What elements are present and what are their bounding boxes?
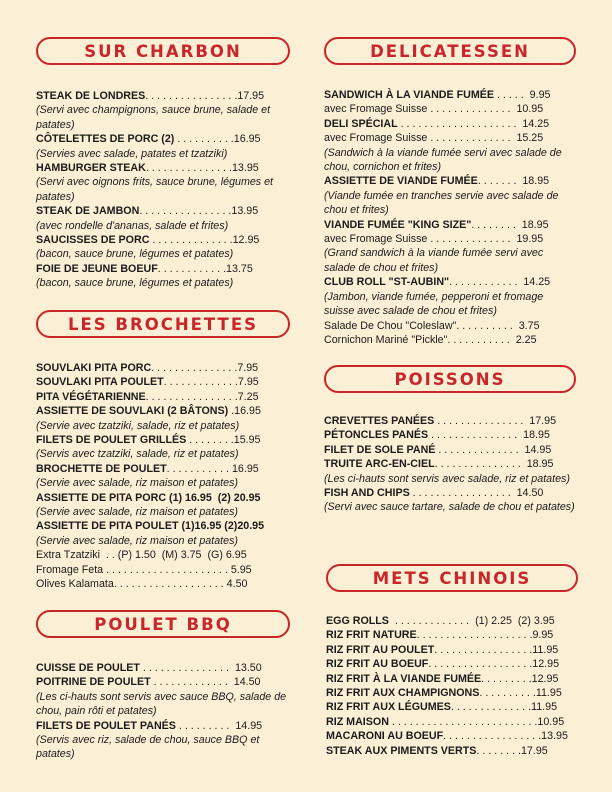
dot-leader: . . . . . . . . . . . . . . . . . . . .	[416, 629, 533, 642]
dot-leader: . . . . . . . . . . . . . . . . . . . .	[397, 117, 517, 130]
item-name: FILETS DE POULET GRILLÉS	[36, 434, 187, 447]
item-name: SOUVLAKI PITA PORC	[36, 362, 152, 374]
dot-leader: . . . . . . . . . . . . .	[163, 376, 238, 389]
item-description: (Les ci-hauts sont servis avec salade, riz et patates)	[324, 472, 570, 485]
item-name: DELI SPÉCIAL	[324, 117, 398, 130]
dot-leader: . . . . . . . . . .	[479, 687, 536, 700]
item-price: 7.95	[237, 376, 259, 389]
item-name: FOIE DE JEUNE BOEUF	[36, 262, 158, 275]
menu-item	[324, 333, 576, 347]
item-name: FILETS DE POULET PANÉS	[36, 719, 176, 732]
dot-leader: . . . . . . . . . . . . . . .	[428, 429, 518, 442]
item-price: 7.25	[237, 390, 259, 403]
item-name: FILET DE SOLE PANÉ	[324, 443, 436, 456]
dot-leader: . . . . . . . .	[186, 434, 234, 447]
item-price: 14.25	[516, 117, 550, 130]
menu-item	[326, 672, 578, 686]
menu-list-mets-chinois	[326, 614, 578, 758]
item-name: MACARONI AU BOEUF	[326, 730, 444, 743]
item-name: Salade De Chou "Coleslaw"	[324, 319, 457, 332]
item-name: CLUB ROLL "ST-AUBIN"	[324, 276, 450, 289]
item-name: SAUCISSES DE PORC	[36, 234, 150, 247]
item-name: ASSIETTE DE VIANDE FUMÉE	[324, 175, 478, 188]
menu-item	[36, 161, 290, 175]
item-description: (Servi avec champignons, sauce brune, salade et patates)	[36, 104, 271, 131]
menu-item	[326, 643, 578, 657]
dot-leader: . . . . . . . .	[471, 218, 516, 231]
item-name: avec Fromage Suisse	[324, 103, 428, 116]
item-name: VIANDE FUMÉE "KING SIZE"	[324, 218, 472, 231]
item-name: EGG ROLLS	[326, 615, 389, 627]
dot-leader: . . . . . . . . . . . . . . . . . . .	[113, 578, 224, 591]
dot-leader: . . . . . . . . . . . . . . .	[434, 415, 524, 427]
item-description: (avec rondelle d'ananas, salade et frites)	[36, 219, 229, 232]
item-description: (bacon, sauce brune, légumes et patates)	[36, 277, 234, 290]
item-price: 18.95	[516, 175, 550, 188]
menu-item	[326, 715, 578, 729]
dot-leader: . . . . . . . . . . . . . .	[427, 233, 511, 246]
item-price: 19.95	[510, 233, 544, 246]
item-price: 12.95	[232, 234, 260, 247]
dot-leader: . . . . . . . . . . . . .	[388, 615, 470, 627]
dot-leader: . . . . . . . . . . . . . . . . . . . . .	[103, 563, 228, 576]
menu-item	[36, 89, 290, 103]
item-name: Extra Tzatziki . . (P) 1.50 (M) 3.75 (G) 6.95	[36, 549, 247, 562]
menu-item	[326, 657, 578, 671]
item-description: (Sandwich à la viande fumée servi avec salade de chou, cornichon et frites)	[324, 146, 562, 174]
item-price: 12.95	[531, 672, 559, 685]
menu-item	[324, 232, 576, 246]
menu-item	[324, 117, 576, 131]
item-price: 12.95	[532, 658, 560, 671]
menu-item	[36, 404, 290, 418]
item-name: SOUVLAKI PITA POULET	[36, 376, 164, 389]
item-price: 14.95	[229, 719, 263, 732]
item-price: 18.95	[520, 458, 554, 471]
menu-item	[326, 628, 578, 642]
item-price: 17.95	[523, 415, 557, 427]
item-description: (Servie avec tzatziki, salade, riz et patates)	[36, 419, 240, 432]
item-price: 13.95	[541, 730, 568, 743]
menu-item	[36, 675, 290, 689]
menu-item	[36, 548, 290, 562]
item-name: avec Fromage Suisse	[324, 132, 428, 145]
item-name: RIZ FRIT AUX CHAMPIGNONS	[326, 687, 480, 700]
item-price: 2.25	[509, 333, 537, 346]
menu-item	[324, 174, 576, 188]
item-price: 13.95	[231, 205, 259, 218]
item-name: ASSIETTE DE PITA POULET (1)16.95 (2)20.95	[36, 520, 265, 533]
menu-item	[324, 414, 576, 428]
item-name: BROCHETTE DE POULET	[36, 462, 167, 475]
item-name: Olives Kalamata	[36, 578, 114, 591]
item-name: CUISSE DE POULET	[36, 662, 140, 674]
dot-leader: . . . . . . . . . . . . . .	[427, 132, 511, 145]
item-price: 11.95	[535, 687, 562, 700]
item-name: HAMBURGER STEAK	[36, 162, 146, 175]
item-description: (Servie avec salade, riz maison et patates)	[36, 477, 238, 490]
menu-item	[324, 319, 576, 333]
dot-leader: . . . . . . . . . . . . . . .	[434, 458, 521, 471]
item-price: 15.25	[510, 132, 544, 145]
menu-item	[324, 102, 576, 116]
item-price: 18.95	[515, 218, 549, 231]
item-description: (Servie avec salade, riz maison et patates)	[36, 534, 238, 547]
menu-item	[324, 131, 576, 145]
dot-leader: . . . . . . . . . . . . . . . . .	[409, 487, 511, 500]
section-header-poissons: POISSONS	[324, 365, 576, 393]
dot-leader: . . . . . . . . . . .	[166, 462, 229, 475]
item-price: 11.95	[532, 643, 559, 656]
section-header-les-brochettes: LES BROCHETTES	[36, 310, 290, 338]
item-name: Fromage Feta	[36, 563, 104, 576]
item-name: RIZ FRIT AUX LÉGUMES	[326, 701, 451, 714]
menu-item	[326, 686, 578, 700]
dot-leader: . . . . . . . . . . .	[447, 333, 510, 346]
dot-leader: . . . . . . . . . .	[174, 133, 234, 146]
item-description: (Les ci-hauts sont servis avec sauce BBQ, salade de chou, pain rôti et patates)	[36, 690, 287, 718]
menu-item	[324, 88, 576, 102]
dot-leader: . . . . . . . . . . . . . .	[427, 103, 511, 116]
item-name: ASSIETTE DE PITA PORC (1) 16.95 (2) 20.95	[36, 491, 261, 504]
menu-item	[36, 719, 290, 733]
item-price: 18.95	[517, 429, 550, 442]
section-header-mets-chinois: METS CHINOIS	[326, 564, 578, 592]
item-name: POITRINE DE POULET	[36, 676, 151, 689]
menu-item	[326, 700, 578, 714]
menu-item	[36, 433, 290, 447]
menu-item	[36, 375, 290, 389]
item-name: avec Fromage Suisse	[324, 233, 428, 246]
item-description: (Servis avec tzatziki, salade, riz et patates)	[36, 448, 239, 461]
item-price: 17.95	[237, 90, 265, 102]
item-price: 16.95	[229, 462, 259, 475]
item-name: RIZ FRIT À LA VIANDE FUMÉE	[326, 672, 482, 685]
dot-leader: . . . . . . . . . . . . . . .	[151, 362, 238, 374]
item-name: CÔTELETTES DE PORC (2)	[36, 133, 175, 146]
item-description: (Servie avec salade, riz maison et patates)	[36, 506, 238, 519]
item-description: (Jambon, viande fumée, pepperoni et fromage suisse avec salade de chou et frites)	[324, 290, 544, 318]
menu-item	[36, 519, 290, 533]
item-price: 10.95	[510, 103, 544, 116]
item-description: (Servies avec salade, patates et tzatziki)	[36, 147, 228, 160]
dot-leader: .	[228, 405, 235, 418]
dot-leader: . . . . .	[494, 89, 524, 101]
item-name: Cornichon Mariné "Pickle"	[324, 333, 448, 346]
menu-list-poissons	[324, 414, 576, 515]
item-price: 10.95	[537, 715, 565, 728]
menu-item	[326, 614, 578, 628]
menu-item	[324, 428, 576, 442]
menu-item	[36, 233, 290, 247]
item-price: 11.95	[531, 701, 558, 714]
menu-list-les-brochettes	[36, 361, 290, 592]
item-price: 14.50	[510, 487, 544, 500]
item-price: 13.95	[231, 162, 259, 175]
item-name: RIZ FRIT AU POULET	[326, 643, 435, 656]
menu-list-sur-charbon	[36, 89, 290, 291]
item-price: 14.95	[518, 443, 552, 456]
dot-leader: . . . . . . .	[477, 175, 517, 188]
item-price: 5.95	[227, 563, 252, 576]
menu-item	[36, 390, 290, 404]
item-description: (Servi avec oignons frits, sauce brune, légumes et patates)	[36, 176, 274, 203]
dot-leader: . . . . . . . . . . . . . . . . .	[443, 730, 542, 743]
item-name: ASSIETTE DE SOUVLAKI (2 BÂTONS)	[36, 405, 229, 418]
menu-item	[36, 577, 290, 591]
section-header-delicatessen: DELICATESSEN	[324, 37, 576, 65]
dot-leader: . . . . . . . . . . . . . . . .	[145, 390, 238, 403]
dot-leader: . . . . . . . . . . . . . . . . . .	[428, 658, 533, 671]
item-name: SANDWICH À LA VIANDE FUMÉE	[324, 89, 495, 101]
item-name: STEAK DE LONDRES	[36, 90, 146, 102]
menu-item	[326, 744, 578, 758]
menu-item	[36, 462, 290, 476]
item-description: (Viande fumée en tranches servie avec salade de chou et frites)	[324, 189, 559, 217]
dot-leader: . . . . . . . . . . . . . . .	[139, 662, 230, 674]
item-price: 7.95	[237, 362, 259, 374]
dot-leader: . . . . . . . . .	[175, 719, 230, 732]
menu-item	[324, 457, 576, 471]
dot-leader: . . . . . . . . . . . . . . . .	[145, 90, 238, 102]
dot-leader: . . . . . . . . . .	[456, 319, 513, 332]
dot-leader: . . . . . . . . . . . .	[449, 276, 518, 289]
item-price: 13.50	[229, 662, 262, 674]
menu-item	[36, 361, 290, 375]
item-name: STEAK DE JAMBON	[36, 205, 140, 218]
item-price: 4.50	[223, 578, 248, 591]
item-name: PITA VÉGÉTARIENNE	[36, 390, 146, 403]
dot-leader: . . . . . . . . . . . . .	[150, 676, 228, 689]
dot-leader: . . . . . . . . . . . .	[157, 262, 227, 275]
dot-leader: . . . . . . . . . . . . . .	[450, 701, 532, 714]
dot-leader: . . . . . . . . . . . . . . . .	[139, 205, 232, 218]
menu-item	[326, 729, 578, 743]
dot-leader: . . . . . . . . . . . . . . .	[145, 162, 232, 175]
item-name: RIZ MAISON	[326, 715, 389, 728]
menu-item	[36, 661, 290, 675]
item-name: RIZ FRIT AU BOEUF	[326, 658, 429, 671]
menu-item	[324, 275, 576, 289]
menu-list-delicatessen	[324, 88, 576, 347]
section-header-sur-charbon: SUR CHARBON	[36, 37, 290, 65]
menu-item	[36, 491, 290, 505]
dot-leader: . . . . . . . . . . . . . .	[435, 443, 519, 456]
item-name: PÉTONCLES PANÉS	[324, 429, 429, 442]
item-price: 13.75	[226, 262, 253, 275]
item-price: 16.95	[234, 405, 261, 418]
item-description: (Servi avec sauce tartare, salade de chou et patates)	[324, 501, 575, 514]
item-price: 9.95	[532, 629, 554, 642]
menu-list-poulet-bbq	[36, 661, 290, 762]
item-price: 14.50	[227, 676, 261, 689]
menu-item	[36, 262, 290, 276]
item-name: STEAK AUX PIMENTS VERTS	[326, 744, 477, 757]
item-price: 15.95	[233, 434, 261, 447]
item-name: CREVETTES PANÉES	[324, 415, 435, 427]
dot-leader: . . . . . . . .	[476, 744, 521, 757]
item-name: TRUITE ARC-EN-CIEL	[324, 458, 435, 471]
item-price: 16.95	[233, 133, 261, 146]
menu-item	[36, 132, 290, 146]
item-price: 3.75	[512, 319, 540, 332]
dot-leader: . . . . . . . . . . . . . . . . .	[434, 643, 533, 656]
dot-leader: . . . . . . . . .	[481, 672, 532, 685]
item-price: 17.95	[520, 744, 548, 757]
menu-item	[36, 563, 290, 577]
item-name: RIZ FRIT NATURE	[326, 629, 417, 642]
item-price: (1) 2.25 (2) 3.95	[469, 615, 555, 627]
menu-item	[324, 218, 576, 232]
menu-item	[324, 486, 576, 500]
menu-item	[324, 443, 576, 457]
dot-leader: . . . . . . . . . . . . . .	[149, 234, 233, 247]
item-description: (Grand sandwich à la viande fumée servi avec salade de chou et frites)	[324, 247, 544, 274]
dot-leader: . . . . . . . . . . . . . . . . . . . . . . . . .	[388, 715, 538, 728]
item-price: 14.25	[517, 276, 551, 289]
item-name: FISH AND CHIPS	[324, 487, 410, 500]
item-description: (bacon, sauce brune, légumes et patates)	[36, 248, 234, 261]
item-description: (Servis avec riz, salade de chou, sauce BBQ et patates)	[36, 734, 260, 761]
menu-item	[36, 204, 290, 218]
section-header-poulet-bbq: POULET BBQ	[36, 610, 290, 638]
item-price: 9.95	[523, 89, 551, 101]
